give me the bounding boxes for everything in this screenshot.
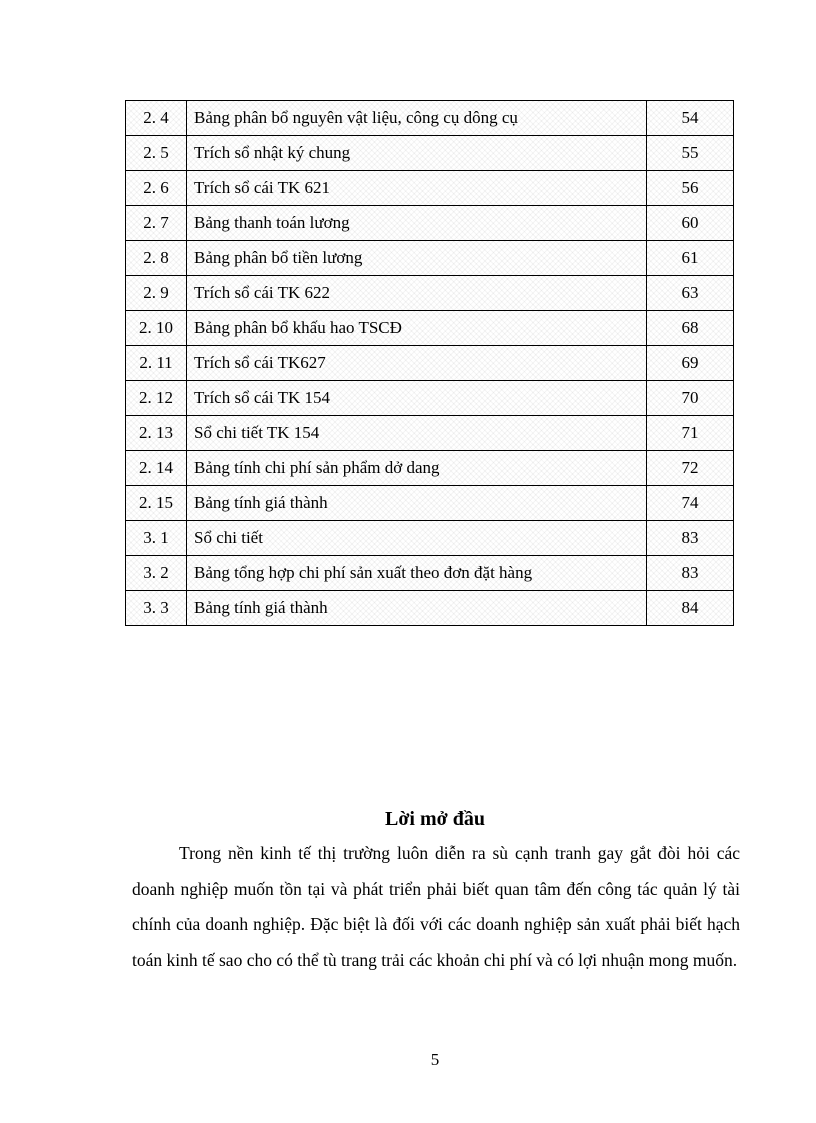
- table-row: [126, 381, 734, 416]
- table-row: [126, 136, 734, 171]
- row-title-cell: Sổ chi tiết: [187, 521, 647, 556]
- row-page-cell: 83: [647, 556, 734, 591]
- page-number: 5: [430, 1050, 440, 1069]
- row-number-cell: 2. 11: [126, 346, 187, 381]
- table-row: [126, 346, 734, 381]
- row-title-cell: Trích sổ nhật ký chung: [187, 136, 647, 171]
- row-title-cell: Bảng thanh toán lương: [187, 206, 647, 241]
- row-title-cell: Bảng tổng hợp chi phí sản xuất theo đơn đặt hàng: [187, 556, 647, 591]
- row-title-cell: Trích sổ cái TK 621: [187, 171, 647, 206]
- row-number-cell: 2. 15: [126, 486, 187, 521]
- table-row: [126, 451, 734, 486]
- table-row: [126, 171, 734, 206]
- table-row: [126, 311, 734, 346]
- row-number-cell: 2. 8: [126, 241, 187, 276]
- table-row: [126, 101, 734, 136]
- row-page-cell: 61: [647, 241, 734, 276]
- row-page-cell: 60: [647, 206, 734, 241]
- row-title-cell: Trích sổ cái TK 154: [187, 381, 647, 416]
- row-title-cell: Trích sổ cái TK 622: [187, 276, 647, 311]
- row-title-cell: Sổ chi tiết TK 154: [187, 416, 647, 451]
- intro-paragraph: Trong nền kinh tế thị trường luôn diễn ra sù cạnh tranh gay gắt đòi hỏi các doanh nghiệp muốn tồn tại và phát triển phải biết quan tâm đến công tác quản lý tài chính của doanh nghiệp. Đặc biệt là đối với các doanh nghiệp sản xuất phải biết hạch toán kinh tế sao cho có thể tù trang trải các khoản chi phí và có lợi nhuận mong muốn.: [132, 843, 740, 970]
- row-number-cell: 2. 5: [126, 136, 187, 171]
- row-number-cell: 3. 2: [126, 556, 187, 591]
- row-page-cell: 70: [647, 381, 734, 416]
- row-page-cell: 54: [647, 101, 734, 136]
- row-title-cell: Bảng phân bổ nguyên vật liệu, công cụ dông cụ: [187, 101, 647, 136]
- row-number-cell: 2. 14: [126, 451, 187, 486]
- row-page-cell: 55: [647, 136, 734, 171]
- table-row: [126, 206, 734, 241]
- section-heading: Lời mở đầu: [385, 808, 485, 830]
- row-page-cell: 71: [647, 416, 734, 451]
- row-title-cell: Bảng phân bổ khấu hao TSCĐ: [187, 311, 647, 346]
- row-page-cell: 56: [647, 171, 734, 206]
- row-number-cell: 2. 9: [126, 276, 187, 311]
- row-page-cell: 69: [647, 346, 734, 381]
- table-row: [126, 276, 734, 311]
- row-number-cell: 2. 6: [126, 171, 187, 206]
- table-of-figures: [125, 100, 734, 626]
- row-title-cell: Bảng tính chi phí sản phẩm dở dang: [187, 451, 647, 486]
- row-page-cell: 63: [647, 276, 734, 311]
- table-row: [126, 486, 734, 521]
- table-row: [126, 416, 734, 451]
- table-row: [126, 556, 734, 591]
- row-title-cell: Bảng phân bổ tiền lương: [187, 241, 647, 276]
- row-number-cell: 2. 4: [126, 101, 187, 136]
- row-number-cell: 2. 13: [126, 416, 187, 451]
- row-page-cell: 72: [647, 451, 734, 486]
- table-body: [126, 101, 734, 626]
- row-number-cell: 2. 12: [126, 381, 187, 416]
- row-page-cell: 84: [647, 591, 734, 626]
- row-page-cell: 83: [647, 521, 734, 556]
- row-page-cell: 68: [647, 311, 734, 346]
- row-page-cell: 74: [647, 486, 734, 521]
- table-row: [126, 241, 734, 276]
- row-title-cell: Bảng tính giá thành: [187, 591, 647, 626]
- row-title-cell: Bảng tính giá thành: [187, 486, 647, 521]
- row-title-cell: Trích sổ cái TK627: [187, 346, 647, 381]
- table-row: [126, 591, 734, 626]
- row-number-cell: 3. 3: [126, 591, 187, 626]
- row-number-cell: 3. 1: [126, 521, 187, 556]
- table-row: [126, 521, 734, 556]
- row-number-cell: 2. 7: [126, 206, 187, 241]
- row-number-cell: 2. 10: [126, 311, 187, 346]
